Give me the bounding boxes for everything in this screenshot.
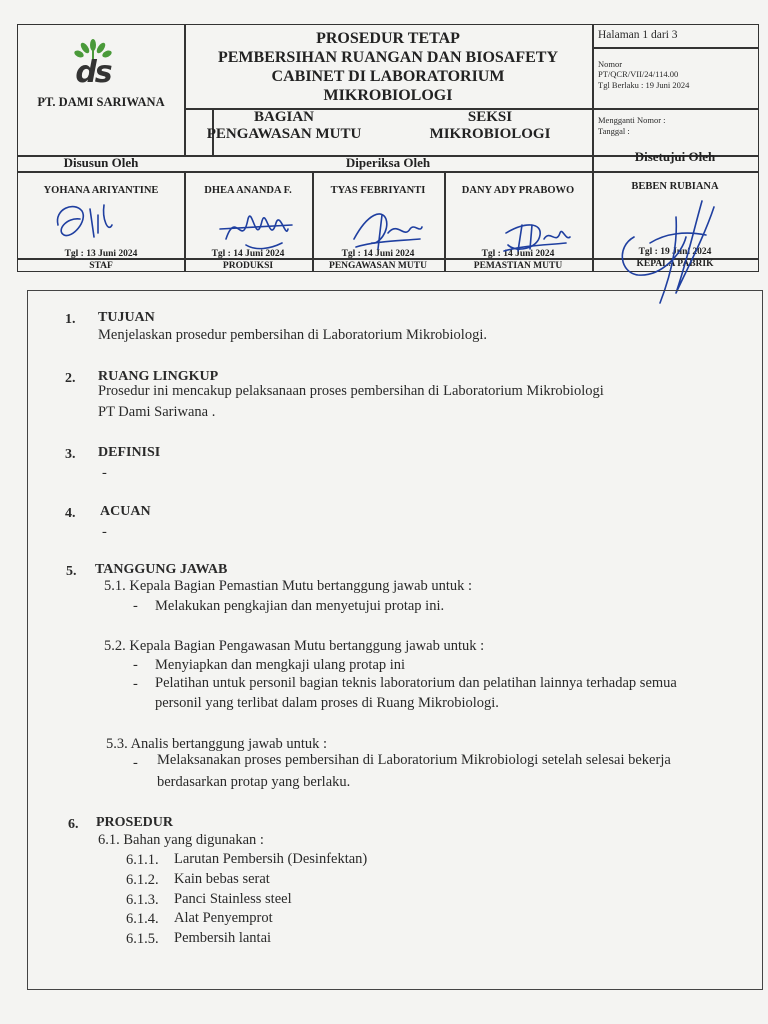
nomor-label: Nomor [598,59,623,69]
bagian-cell [184,109,384,143]
bullet-dash: - [133,657,138,673]
material-text: Larutan Pembersih (Desinfektan) [174,851,368,867]
disusun-oleh: Disusun Oleh [63,155,139,170]
list-item: Melakukan pengkajian dan menyetujui protap ini. [155,598,445,614]
section-text: Menjelaskan prosedur pembersihan di Laboratorium Mikrobiologi. [98,327,487,343]
section-text: PT Dami Sariwana . [98,404,216,420]
signatory-role: PEMASTIAN MUTU [473,261,563,271]
bullet-dash: - [133,755,138,771]
signatory-role: PRODUKSI [222,261,274,271]
material-number: 6.1.1. [126,852,159,868]
title-line: PEMBERSIHAN RUANGAN DAN BIOSAFETY [217,49,559,66]
signatory-name: TYAS FEBRIYANTI [330,185,426,196]
section-number: 1. [65,312,76,327]
material-text: Kain bebas serat [174,871,270,887]
page-number: Halaman 1 dari 3 [598,29,678,41]
signatory-date: Tgl : 13 Juni 2024 [64,249,138,259]
signatory-role: KEPALA PABRIK [636,259,714,269]
section-title-acuan: ACUAN [100,504,151,519]
signatory-name: YOHANA ARIYANTINE [43,185,159,196]
disetujui-oleh: Disetujui Oleh [634,149,716,164]
signatory-name: DHEA ANANDA F. [204,185,292,196]
bagian-line: BAGIAN [253,109,314,125]
mengganti-nomor: Mengganti Nomor : [598,115,666,125]
material-number: 6.1.4. [126,911,159,927]
signature-beben [606,177,726,307]
tgl-berlaku: Tgl Berlaku : 19 Juni 2024 [598,80,690,90]
signatory-date: Tgl : 19 Juni 2024 [638,247,712,257]
section-title-ruang-lingkup: RUANG LINGKUP [98,369,219,384]
subsection-head: 5.1. Kepala Bagian Pemastian Mutu bertanggung jawab untuk : [104,578,473,594]
signatory-date: Tgl : 14 Juni 2024 [481,249,555,259]
nomor-value: PT/QCR/VII/24/114.00 [598,69,679,79]
list-item: personil yang terlibat dalam proses di Ruang Mikrobiologi. [155,695,499,711]
section-text: - [102,465,107,481]
section-title-tanggung-jawab: TANGGUNG JAWAB [95,562,228,577]
document-title [184,29,592,105]
title-line: MIKROBIOLOGI [323,87,453,104]
bagian-line: PENGAWASAN MUTU [206,126,362,142]
signature-dany [496,211,576,261]
section-title-tujuan: TUJUAN [98,310,155,325]
title-line: PROSEDUR TETAP [316,30,460,47]
material-number: 6.1.3. [126,892,159,908]
company-logo [68,37,118,93]
bullet-dash: - [133,598,138,614]
list-item: Melaksanakan proses pembersihan di Laboratorium Mikrobiologi setelah selesai bekerja [157,752,671,768]
section-number: 2. [65,371,76,386]
signatory-name: BEBEN RUBIANA [631,181,719,192]
list-item: Pelatihan untuk personil bagian teknis laboratorium dan pelatihan lainnya terhadap semua [155,675,677,691]
signature-yohana [52,195,122,247]
tanggal-label: Tanggal : [598,126,630,136]
bullet-dash: - [133,676,138,692]
material-text: Pembersih lantai [174,930,272,946]
diperiksa-oleh: Diperiksa Oleh [345,155,431,170]
signatory-date: Tgl : 14 Juni 2024 [341,249,415,259]
section-number: 3. [65,447,76,462]
document-header [17,24,759,272]
material-text: Panci Stainless steel [174,891,292,907]
material-number: 6.1.2. [126,872,159,888]
section-text: - [102,524,107,540]
section-text: Prosedur ini mencakup pelaksanaan proses pembersihan di Laboratorium Mikrobiologi [98,383,604,399]
company-name: PT. DAMI SARIWANA [37,95,165,109]
subsection-head: 6.1. Bahan yang digunakan : [98,832,264,848]
seksi-line: MIKROBIOLOGI [429,126,551,142]
seksi-line: SEKSI [467,109,513,125]
list-item: Menyiapkan dan mengkaji ulang protap ini [155,657,406,673]
signatory-role: STAF [89,261,113,271]
material-text: Alat Penyemprot [174,910,273,926]
signatory-role: PENGAWASAN MUTU [329,261,427,271]
signatory-name: DANY ADY PRABOWO [461,185,575,196]
signature-dhea [216,199,296,257]
subsection-head: 5.2. Kepala Bagian Pengawasan Mutu bertanggung jawab untuk : [104,638,485,654]
section-title-definisi: DEFINISI [98,445,161,460]
title-line: CABINET DI LABORATORIUM [271,68,505,85]
section-number: 4. [65,506,76,521]
signatory-date: Tgl : 14 Juni 2024 [211,249,285,259]
section-title-prosedur: PROSEDUR [96,815,174,830]
section-number: 5. [66,564,77,579]
subsection-head: 5.3. Analis bertanggung jawab untuk : [106,736,328,752]
logo-text: ds [75,55,111,90]
list-item: berdasarkan protap yang berlaku. [157,774,351,790]
seksi-cell [390,109,590,143]
material-number: 6.1.5. [126,931,159,947]
section-number: 6. [68,817,79,832]
signature-tyas [348,205,428,257]
